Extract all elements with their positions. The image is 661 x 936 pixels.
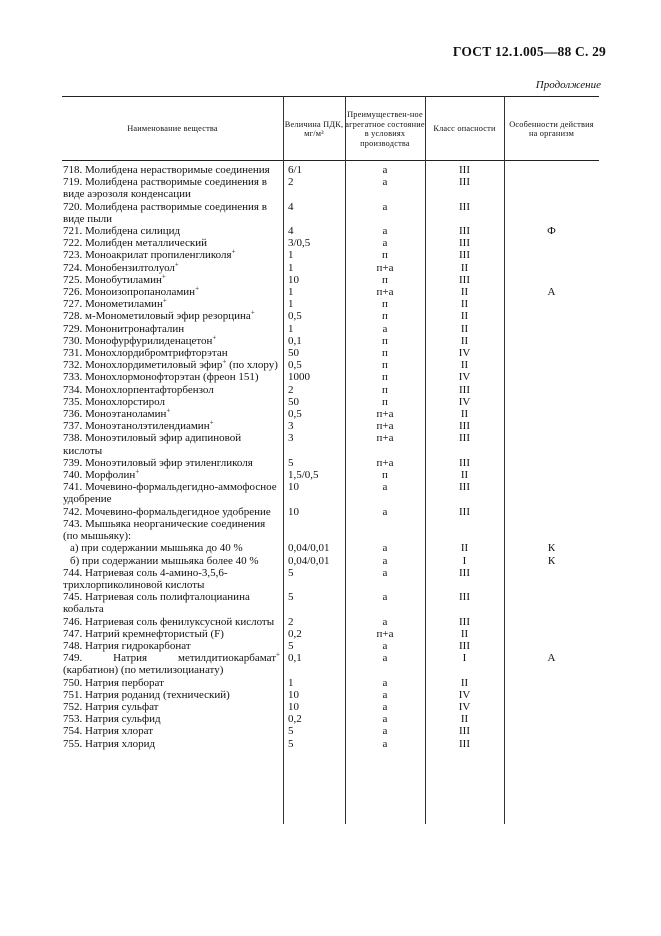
- substance-name: 749. Натрия метилдитиокарбамат+ (карбатион) (по метилизоцианату): [63, 650, 280, 677]
- pdk-value: 5: [288, 737, 294, 750]
- table-row: [62, 259, 599, 274]
- table-row: [62, 384, 599, 396]
- substance-name: 726. Моноизопропаноламин+: [63, 284, 200, 299]
- table-row: [62, 652, 599, 676]
- table-header-rule: [62, 160, 599, 161]
- hazard-class: II: [460, 322, 469, 335]
- action-features: [504, 640, 599, 652]
- table-row: [62, 274, 599, 286]
- pdk-value: [283, 518, 345, 542]
- hazard-class: III: [459, 505, 470, 518]
- action-features: [504, 371, 599, 383]
- aggregate-state: а: [382, 200, 388, 213]
- substance-name: 739. Моноэтиловый эфир этиленгликоля: [63, 456, 253, 469]
- aggregate-state: п+а: [376, 420, 394, 433]
- action-features: [504, 725, 599, 737]
- aggregate-state: а: [382, 225, 388, 238]
- hazard-class: III: [459, 737, 470, 750]
- aggregate-state: п: [382, 249, 388, 262]
- hazard-class: I: [462, 554, 467, 567]
- action-features: А: [547, 286, 556, 299]
- table-row: [62, 689, 599, 701]
- table-row: [62, 738, 599, 750]
- action-features: Ф: [547, 225, 556, 238]
- aggregate-state: а: [382, 566, 388, 579]
- pdk-value: 1: [288, 261, 294, 274]
- pdk-value: 2: [288, 176, 294, 189]
- action-features: [504, 298, 599, 310]
- aggregate-state: а: [382, 676, 388, 689]
- hazard-class: III: [459, 383, 470, 396]
- pdk-value: 1: [288, 286, 294, 299]
- action-features: [504, 713, 599, 725]
- hazard-class: II: [460, 469, 469, 482]
- pdk-value: 0,5: [288, 310, 302, 323]
- pdk-value: 0,04/0,01: [288, 542, 330, 555]
- pdk-value: 10: [288, 273, 299, 286]
- action-features: [504, 701, 599, 713]
- pdk-value: 0,2: [288, 713, 302, 726]
- hazard-class: III: [459, 225, 470, 238]
- aggregate-state: п+а: [376, 286, 394, 299]
- action-features: [504, 616, 599, 628]
- pdk-value: 4: [288, 200, 294, 213]
- substance-name: 748. Натрия гидрокарбонат: [63, 639, 191, 652]
- action-features: [504, 359, 599, 371]
- hazard-class: [425, 518, 504, 542]
- table-row: [62, 457, 599, 469]
- hazard-class: II: [460, 408, 469, 421]
- pdk-value: 1: [288, 249, 294, 262]
- substance-name: 731. Монохлордибромтрифторэтан: [63, 347, 228, 360]
- pdk-value: 5: [288, 566, 294, 579]
- table-row: [62, 518, 599, 542]
- substance-name: 720. Молибдена растворимые соединения в виде пыли: [63, 200, 267, 225]
- aggregate-state: п: [382, 395, 388, 408]
- table-row: [62, 298, 599, 310]
- table-row: [62, 335, 599, 347]
- pdk-value: 10: [288, 700, 299, 713]
- action-features: [504, 677, 599, 689]
- pdk-value: 5: [288, 725, 294, 738]
- substance-name: 727. Монометиламин+: [63, 296, 167, 311]
- substance-name: 746. Натриевая соль фенилуксусной кислоты: [63, 615, 275, 628]
- action-features: [504, 432, 599, 456]
- hazard-class: II: [460, 286, 469, 299]
- substance-name: 736. Моноэтаноламин+: [63, 406, 171, 421]
- aggregate-state: а: [382, 591, 388, 604]
- table-row: [62, 249, 599, 261]
- substance-name: 734. Монохлорпентафторбензол: [63, 383, 214, 396]
- substance-name: 754. Натрия хлорат: [63, 725, 154, 738]
- pdk-value: 10: [288, 481, 299, 494]
- pdk-value: 1000: [288, 371, 310, 384]
- pdk-value: 3: [288, 432, 294, 445]
- table-row: [62, 420, 599, 432]
- pdk-value: 4: [288, 225, 294, 238]
- substance-name: 721. Молибдена силицид: [63, 225, 181, 238]
- substance-name: 747. Натрий кремнефтористый (F): [63, 627, 224, 640]
- pdk-value: 1: [288, 298, 294, 311]
- aggregate-state: а: [382, 688, 388, 701]
- pdk-value: 50: [288, 347, 299, 360]
- aggregate-state: а: [382, 176, 388, 189]
- aggregate-state: п: [382, 310, 388, 323]
- hazard-class: III: [459, 164, 470, 176]
- hazard-class: II: [460, 310, 469, 323]
- table-row: [62, 310, 599, 322]
- aggregate-state: а: [382, 713, 388, 726]
- action-features: [504, 689, 599, 701]
- pdk-value: 10: [288, 505, 299, 518]
- table-row: [62, 225, 599, 237]
- hazard-class: III: [459, 456, 470, 469]
- action-features: [504, 420, 599, 432]
- table-row: [62, 323, 599, 335]
- substance-name: 742. Мочевино-формальдегидное удобрение: [63, 505, 271, 518]
- hazard-class: III: [459, 420, 470, 433]
- hazard-class: III: [459, 237, 470, 250]
- action-features: [504, 481, 599, 505]
- col-header-name: Наименование вещества: [127, 124, 218, 134]
- action-features: [504, 738, 599, 750]
- aggregate-state: [345, 518, 425, 542]
- hazard-class: II: [460, 334, 469, 347]
- action-features: [504, 335, 599, 347]
- table-row: [62, 616, 599, 628]
- table-row: [62, 432, 599, 456]
- action-features: К: [547, 554, 556, 567]
- action-features: [504, 347, 599, 359]
- pdk-value: 0,04/0,01: [288, 554, 330, 567]
- substance-name: 755. Натрия хлорид: [63, 737, 156, 750]
- action-features: [504, 518, 599, 542]
- pdk-value: 5: [288, 456, 294, 469]
- table-row: [62, 725, 599, 737]
- table-row: [62, 701, 599, 713]
- substance-name: 728. м-Монометиловый эфир резорцина+: [63, 308, 255, 323]
- action-features: [504, 506, 599, 518]
- pdk-value: 0,5: [288, 359, 302, 372]
- hazard-class: IV: [458, 371, 471, 384]
- substance-name: а) при содержании мышьяка до 40 %: [70, 542, 243, 555]
- pdk-value: 0,5: [288, 408, 302, 421]
- col-header-features: Особенности действия на организм: [509, 119, 594, 138]
- aggregate-state: п: [382, 334, 388, 347]
- continuation-label: Продолжение: [535, 79, 601, 91]
- substance-name: 741. Мочевино-формальдегидно-аммофосное удобрение: [63, 481, 277, 506]
- substance-name: 740. Морфолин+: [63, 467, 140, 482]
- substance-name: 737. Моноэтанолэтилендиамин+: [63, 418, 214, 433]
- action-features: [504, 274, 599, 286]
- aggregate-state: п: [382, 469, 388, 482]
- pdk-value: 10: [288, 688, 299, 701]
- table-row: [62, 677, 599, 689]
- hazard-class: III: [459, 273, 470, 286]
- col-header-state: Преимуществен-ное агрегатное состояние в условиях производства: [345, 110, 425, 148]
- table-row: [62, 713, 599, 725]
- table-row: [62, 567, 599, 591]
- pdk-value: 2: [288, 615, 294, 628]
- hazard-class: II: [460, 676, 469, 689]
- table-row: [62, 286, 599, 298]
- pdk-value: 0,2: [288, 627, 302, 640]
- aggregate-state: п: [382, 298, 388, 311]
- substance-name: 743. Мышьяка неорганические соединения (по мышьяку):: [63, 517, 266, 543]
- substance-name: 752. Натрия сульфат: [63, 700, 159, 713]
- aggregate-state: п+а: [376, 456, 394, 469]
- hazard-class: III: [459, 639, 470, 652]
- substance-name: 730. Монофурфурилиденацетон+: [63, 333, 217, 347]
- substance-name: 722. Молибден металлический: [63, 237, 207, 250]
- table-row: [62, 176, 599, 200]
- action-features: [504, 237, 599, 249]
- action-features: [504, 408, 599, 420]
- action-features: [504, 164, 599, 176]
- substance-name: 744. Натриевая соль 4-амино-3,5,6-трихлорпиколиновой кислоты: [63, 566, 228, 591]
- substance-name: 725. Монобутиламин+: [63, 272, 166, 286]
- substance-name: 750. Натрия перборат: [63, 676, 164, 689]
- pdk-value: 5: [288, 591, 294, 604]
- table-row: [62, 237, 599, 249]
- action-features: [504, 457, 599, 469]
- aggregate-state: а: [382, 505, 388, 518]
- substance-name: 733. Монохлормонофторэтан (фреон 151): [63, 371, 259, 384]
- action-features: [504, 310, 599, 322]
- aggregate-state: а: [382, 639, 388, 652]
- hazard-class: IV: [458, 347, 471, 360]
- aggregate-state: п: [382, 383, 388, 396]
- hazard-class: II: [460, 627, 469, 640]
- action-features: [504, 323, 599, 335]
- table-row: [62, 481, 599, 505]
- table-row: [62, 371, 599, 383]
- action-features: [504, 262, 599, 274]
- pdk-value: 6/1: [288, 164, 303, 176]
- hazard-class: III: [459, 249, 470, 262]
- action-features: [504, 249, 599, 261]
- aggregate-state: а: [382, 322, 388, 335]
- hazard-class: III: [459, 725, 470, 738]
- action-features: [504, 567, 599, 591]
- hazard-class: II: [460, 359, 469, 372]
- table-top-rule: [62, 96, 599, 97]
- hazard-class: II: [460, 542, 469, 555]
- substance-name: 751. Натрия роданид (технический): [63, 688, 230, 701]
- hazard-class: III: [459, 176, 470, 189]
- action-features: [504, 591, 599, 615]
- action-features: [504, 384, 599, 396]
- aggregate-state: п: [382, 273, 388, 286]
- aggregate-state: а: [382, 237, 388, 250]
- substance-name: 729. Мононитронафталин: [63, 322, 185, 335]
- substance-name: 723. Моноакрилат пропиленгликоля+: [63, 247, 236, 262]
- table-row: [62, 469, 599, 481]
- table-row: [62, 542, 599, 554]
- aggregate-state: п+а: [376, 408, 394, 421]
- aggregate-state: п: [382, 359, 388, 372]
- table-row: [62, 396, 599, 408]
- aggregate-state: п: [382, 347, 388, 360]
- action-features: [504, 628, 599, 640]
- table-row: [62, 408, 599, 420]
- hazard-class: II: [460, 298, 469, 311]
- aggregate-state: а: [382, 700, 388, 713]
- action-features: А: [547, 652, 556, 665]
- aggregate-state: а: [382, 652, 388, 665]
- table-row: [62, 628, 599, 640]
- pdk-value: 0,1: [288, 652, 302, 665]
- action-features: [504, 396, 599, 408]
- table-row: [62, 201, 599, 225]
- hazard-class: III: [459, 432, 470, 445]
- substance-name: 724. Монобензилтолуол+: [63, 259, 179, 274]
- substance-name: 718. Молибдена нерастворимые соединения: [63, 164, 270, 176]
- substance-name: 719. Молибдена растворимые соединения в виде аэрозоля конденсации: [63, 176, 267, 201]
- hazard-class: IV: [458, 700, 471, 713]
- substance-name: 735. Монохлорстирол: [63, 395, 166, 408]
- table-row: [62, 640, 599, 652]
- hazard-class: III: [459, 481, 470, 494]
- action-features: [504, 201, 599, 225]
- pdk-value: 5: [288, 639, 294, 652]
- table-row: [62, 506, 599, 518]
- substance-name: 745. Натриевая соль полифталоцианина кобальта: [63, 591, 250, 616]
- table-row: [62, 164, 599, 176]
- hazard-class: III: [459, 615, 470, 628]
- aggregate-state: п+а: [376, 261, 394, 274]
- substance-name: б) при содержании мышьяка более 40 %: [70, 554, 259, 567]
- aggregate-state: п+а: [376, 627, 394, 640]
- page-header: ГОСТ 12.1.005—88 С. 29: [452, 44, 606, 59]
- table-row: [62, 591, 599, 615]
- substance-name: 753. Натрия сульфид: [63, 713, 161, 726]
- pdk-value: 1,5/0,5: [288, 469, 319, 482]
- pdk-value: 2: [288, 383, 294, 396]
- aggregate-state: а: [382, 615, 388, 628]
- table-row: [62, 347, 599, 359]
- hazard-class: IV: [458, 395, 471, 408]
- table-row: [62, 359, 599, 371]
- hazard-class: II: [460, 713, 469, 726]
- aggregate-state: а: [382, 164, 388, 176]
- hazard-class: IV: [458, 688, 471, 701]
- aggregate-state: а: [382, 554, 388, 567]
- aggregate-state: п+а: [376, 432, 394, 445]
- col-header-pdk: Величина ПДК, мг/м³: [284, 119, 344, 138]
- aggregate-state: а: [382, 737, 388, 750]
- action-features: [504, 176, 599, 200]
- col-header-class: Класс опасности: [433, 124, 496, 134]
- pdk-value: 1: [288, 322, 294, 335]
- hazard-class: II: [460, 261, 469, 274]
- action-features: К: [547, 542, 556, 555]
- pdk-value: 3/0,5: [288, 237, 311, 250]
- hazard-class: III: [459, 591, 470, 604]
- aggregate-state: а: [382, 725, 388, 738]
- pdk-value: 0,1: [288, 334, 302, 347]
- hazard-class: I: [462, 652, 467, 665]
- aggregate-state: а: [382, 481, 388, 494]
- hazard-class: III: [459, 200, 470, 213]
- pdk-value: 50: [288, 395, 299, 408]
- pdk-value: 1: [288, 676, 294, 689]
- table-row: [62, 555, 599, 567]
- pdk-value: 3: [288, 420, 294, 433]
- table-body: [62, 164, 599, 750]
- substance-name: 738. Моноэтиловый эфир адипиновой кислоты: [63, 432, 242, 457]
- hazard-class: III: [459, 566, 470, 579]
- aggregate-state: п: [382, 371, 388, 384]
- substance-name: 732. Монохлордиметиловый эфир+ (по хлору): [63, 357, 278, 372]
- action-features: [504, 469, 599, 481]
- aggregate-state: а: [382, 542, 388, 555]
